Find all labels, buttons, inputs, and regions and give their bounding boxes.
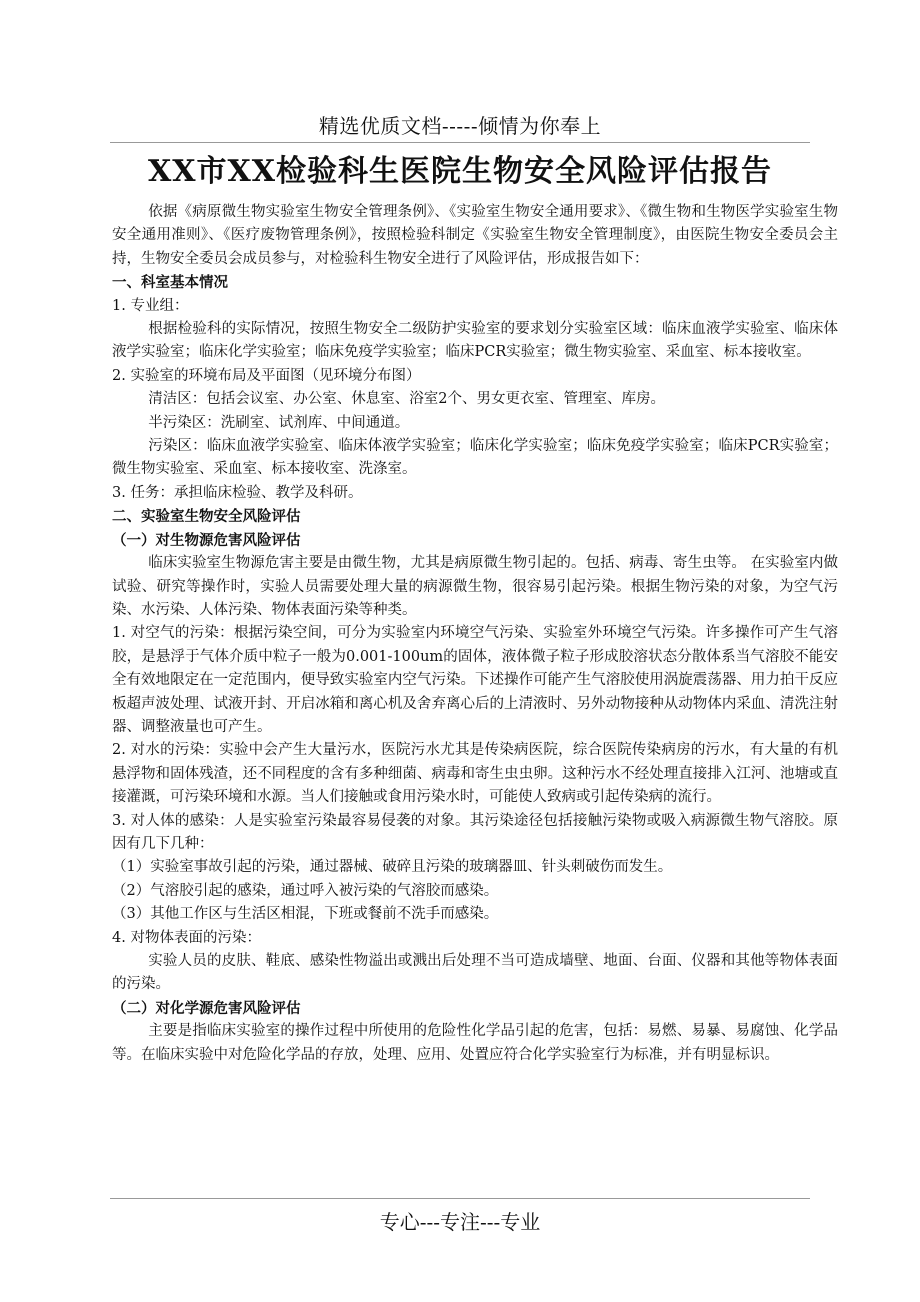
section-heading: （二）对化学源危害风险评估 xyxy=(112,999,301,1017)
page-header: 精选优质文档-----倾情为你奉上 xyxy=(318,114,602,138)
paragraph: 根据检验科的实际情况，按照生物安全二级防护实验室的要求划分实验室区域：临床血液学实验室、临床体液学实验室；临床化学实验室；临床免疫学实验室；临床PCR实验室；微生物实验室、采血室、标本接收室。 xyxy=(112,321,838,361)
page-footer: 专心---专注---专业 xyxy=(379,1210,541,1234)
paragraph: 清洁区：包括会议室、办公室、休息室、浴室2个、男女更衣室、管理室、库房。 xyxy=(148,391,665,408)
section-heading: （一）对生物源危害风险评估 xyxy=(112,531,301,549)
paragraph: 临床实验室生物源危害主要是由微生物，尤其是病原微生物引起的。包括、病毒、寄生虫等。 在实验室内做试验、研究等操作时，实验人员需要处理大量的病源微生物，很容易引起污染。根据生物污染的对象，为空气污染、水污染、人体污染、物体表面污染等种类。 xyxy=(112,555,838,618)
paragraph: （3）其他工作区与生活区相混，下班或餐前不洗手而感染。 xyxy=(112,906,499,923)
paragraph: 污染区：临床血液学实验室、临床体液学实验室；临床化学实验室；临床免疫学实验室；临床PCR实验室；微生物实验室、采血室、标本接收室、洗涤室。 xyxy=(112,438,838,478)
paragraph: 4. 对物体表面的污染： xyxy=(112,929,261,946)
paragraph: 2. 实验室的环境布局及平面图（见环境分布图） xyxy=(112,367,421,384)
paragraph: （2）气溶胶引起的感染，通过呼入被污染的气溶胶而感染。 xyxy=(112,882,499,899)
paragraph: 2. 对水的污染：实验中会产生大量污水，医院污水尤其是传染病医院，综合医院传染病房的污水，有大量的有机悬浮物和固体残渣，还不同程度的含有多种细菌、病毒和寄生虫虫卵。这种污水不经处理直接排入江河、池塘或直接灌溉，可污染环境和水源。当人们接触或食用污染水时，可能使人致病或引起传染病的流行。 xyxy=(112,742,838,806)
paragraph: 主要是指临床实验室的操作过程中所使用的危险性化学品引起的危害，包括：易燃、易暴、易腐蚀、化学品等。在临床实验中对危险化学品的存放，处理、应用、处置应符合化学实验室行为标准，并有明显标识。 xyxy=(112,1023,838,1063)
paragraph: 依据《病原微生物实验室生物安全管理条例》、《实验室生物安全通用要求》、《微生物和生物医学实验室生物安全通用准则》、《医疗废物管理条例》，按照检验科制定《实验室生物安全管理制度》，由医院生物安全委员会主持，生物安全委员会成员参与，对检验科生物安全进行了风险评估，形成报告如下： xyxy=(112,204,838,267)
paragraph: 1. 专业组： xyxy=(112,297,189,314)
footer-divider xyxy=(110,1198,810,1199)
paragraph: 3. 对人体的感染：人是实验室污染最容易侵袭的对象。其污染途径包括接触污染物或吸入病源微生物气溶胶。原因有几下几种： xyxy=(112,812,838,852)
document-body xyxy=(112,201,838,1067)
paragraph: 半污染区：洗刷室、试剂库、中间通道。 xyxy=(148,414,410,431)
paragraph: 3. 任务：承担临床检验、教学及科研。 xyxy=(112,484,363,501)
section-heading: 一、科室基本情况 xyxy=(112,274,228,292)
paragraph: 实验人员的皮肤、鞋底、感染性物溢出或溅出后处理不当可造成墙壁、地面、台面、仪器和其他等物体表面的污染。 xyxy=(112,953,838,993)
paragraph: （1）实验室事故引起的污染，通过器械、破碎且污染的玻璃器皿、针头刺破伤而发生。 xyxy=(112,859,673,876)
document-title: XX市XX检验科生医院生物安全风险评估报告 xyxy=(147,154,773,189)
header-divider xyxy=(110,142,810,143)
section-heading: 二、实验室生物安全风险评估 xyxy=(112,508,301,526)
paragraph: 1. 对空气的污染：根据污染空间，可分为实验室内环境空气污染、实验室外环境空气污染。许多操作可产生气溶胶，是悬浮于气体介质中粒子一般为0.001-100um的固体，液体微子粒子形成胶溶状态分散体系当气溶胶不能安全有效地限定在一定范围内，便导致实验室内空气污染。下述操作可能产生气溶胶使用涡旋震荡器、用力拍干反应板超声波处理、试液开封、开启冰箱和离心机及舍弃离心后的上清液时、另外动物接种从动物体内采血、清洗注射器、调整液量也可产生。 xyxy=(112,625,838,735)
